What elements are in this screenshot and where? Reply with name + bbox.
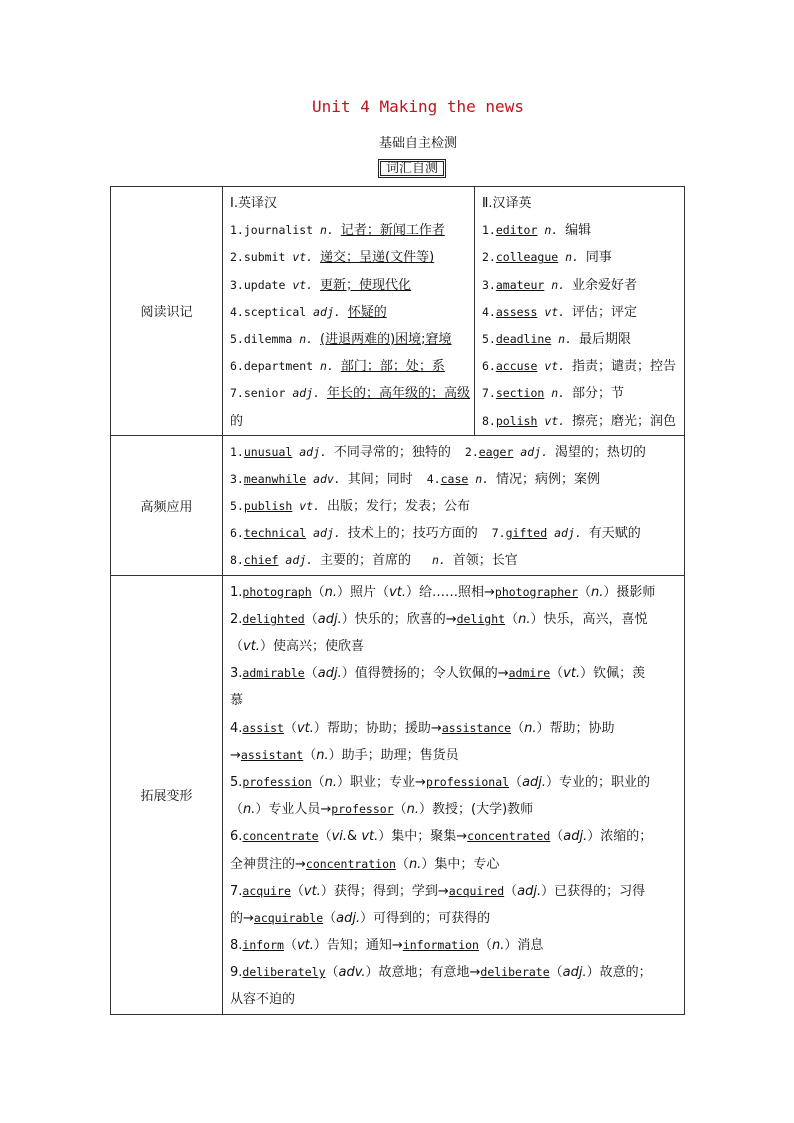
col2-title: Ⅱ.汉译英 <box>482 196 532 211</box>
item-answer: section <box>495 386 545 401</box>
item-meaning: 渴望的；热切的 <box>554 444 646 460</box>
vocab-item <box>230 353 474 380</box>
part-of-speech: adj. <box>563 829 588 845</box>
item-answer: unusual <box>243 444 293 459</box>
item-pos: vt. <box>292 250 321 265</box>
item-pos: adj. <box>278 553 321 568</box>
item-number: 6. <box>482 359 496 374</box>
item-number: 1. <box>230 223 244 238</box>
extension-line: 从容不迫的 <box>230 992 296 1008</box>
part-of-speech: vt. <box>243 639 260 654</box>
vocab-line <box>230 493 678 520</box>
item-pos: n. <box>551 331 579 346</box>
answer-word: professional <box>425 774 510 789</box>
vocab-item <box>230 326 474 353</box>
item-pos: n. <box>537 223 566 238</box>
item-meaning: 编辑 <box>565 223 592 239</box>
part-of-speech: vt. <box>389 584 406 600</box>
vocab-item <box>230 244 474 271</box>
reading-row <box>111 187 685 436</box>
item-pos: adj. <box>306 526 348 541</box>
part-of-speech: n. <box>591 584 604 600</box>
extension-line: 全神贯注的→concentration（n.）集中；专心 <box>230 856 500 872</box>
part-of-speech: vt. <box>296 720 314 736</box>
answer-word: acquired <box>448 883 505 898</box>
answer-word: admirable <box>242 666 305 681</box>
item-meaning: 有天赋的 <box>588 526 641 542</box>
vocab-line <box>230 466 678 493</box>
item-number: 7. <box>482 386 496 401</box>
part-of-speech: vt. <box>361 829 379 845</box>
item-number: 1. <box>482 223 496 238</box>
item-answer: 年长的；高年级的；高级 <box>326 386 470 402</box>
answer-word: acquirable <box>253 910 324 925</box>
item-number: 7. <box>230 386 244 401</box>
frequent-content <box>223 435 685 575</box>
part-of-speech: n. <box>324 774 338 790</box>
item-pos: vt. <box>292 499 327 514</box>
item-number: 4. <box>426 471 441 486</box>
item-pos: n. <box>544 277 573 292</box>
vocab-item <box>482 380 684 407</box>
part-of-speech: n. <box>324 584 338 600</box>
item-answer: 更新；使现代化 <box>320 277 412 293</box>
item-number: 2. <box>464 444 479 459</box>
extension-row <box>111 575 685 1014</box>
part-of-speech: vt. <box>563 666 581 682</box>
item-pos: vt. <box>537 304 573 319</box>
item-answer: colleague <box>495 250 559 265</box>
answer-word: profession <box>242 774 312 789</box>
part-of-speech: vi. <box>331 829 348 845</box>
col1-tail: 的 <box>230 413 244 429</box>
vocab-item <box>230 299 474 326</box>
item-number: 5. <box>230 331 244 346</box>
extension-line: 6.concentrate（vi.& vt.）集中；聚集→concentrated（adj.）浓缩的； <box>230 829 653 845</box>
item-meaning: 出版；发行；发表；公布 <box>326 499 470 515</box>
item-answer: gifted <box>505 526 548 541</box>
cn-to-en-column <box>475 187 684 435</box>
answer-word: information <box>402 938 479 953</box>
item-number: 6. <box>230 526 244 541</box>
extension-line: 5.profession（n.）职业；专业→professional（adj.）专业的；职业的 <box>230 774 651 790</box>
frequent-row <box>111 435 685 575</box>
part-of-speech: adj. <box>517 883 542 899</box>
part-of-speech: adv. <box>338 965 366 981</box>
vocab-item <box>230 217 474 244</box>
item-pos: adj. <box>547 526 589 541</box>
extension-line: 4.assist（vt.）帮助；协助；援助→assistance（n.）帮助；协助 <box>230 720 615 736</box>
part-of-speech: adj. <box>336 910 361 926</box>
item-number: 1. <box>230 444 244 459</box>
item-pos: n. <box>558 250 586 265</box>
answer-word: assistance <box>441 720 512 735</box>
item-number: 2. <box>230 250 244 265</box>
item-answer: assess <box>495 304 538 319</box>
item-pos: n. <box>299 331 321 346</box>
item-number: 3. <box>482 277 496 292</box>
vocab-item <box>482 217 684 244</box>
item-answer: (进退两难的)困境;窘境 <box>320 331 452 347</box>
item-number: 4. <box>482 304 496 319</box>
answer-word: deliberately <box>242 965 326 980</box>
part-of-speech: n. <box>406 802 419 818</box>
part-of-speech: n. <box>243 802 256 818</box>
vocab-item <box>482 244 684 271</box>
item-answer: meanwhile <box>243 471 307 486</box>
item-meaning: 业余爱好者 <box>572 277 638 293</box>
item-meaning: 评估；评定 <box>572 304 638 320</box>
item-answer: chief <box>243 553 279 568</box>
item-number: 2. <box>482 250 496 265</box>
section-subtitle: 基础自主检测 <box>378 136 457 151</box>
vocab-item <box>482 408 684 435</box>
item-meaning: 情况；病例；案例 <box>496 471 601 487</box>
box-label: 词汇自测 <box>378 159 446 178</box>
item-meaning: 主要的；首席的 <box>320 553 412 569</box>
vocab-item <box>230 380 474 407</box>
item-answer: eager <box>478 444 514 459</box>
frequent-label: 高频应用 <box>111 435 223 575</box>
reading-content <box>223 187 685 436</box>
extension-line: 的→acquirable（adj.）可得到的；可获得的 <box>230 910 491 926</box>
part-of-speech: adj. <box>522 774 547 790</box>
item-answer: accuse <box>495 359 538 374</box>
part-of-speech: n. <box>492 938 505 954</box>
answer-word: concentrate <box>242 829 319 844</box>
item-meaning: 擦亮；磨光；润色 <box>572 413 677 429</box>
vocab-item <box>482 272 684 299</box>
en-to-cn-column <box>223 187 475 435</box>
item-meaning: 其间；同时 <box>347 471 413 487</box>
item-answer: 部门；部；处；系 <box>340 359 445 375</box>
vocab-line <box>230 439 678 466</box>
answer-word: assist <box>242 720 284 735</box>
answer-word: delight <box>456 611 506 626</box>
item-answer: publish <box>243 499 293 514</box>
part-of-speech: vt. <box>303 883 321 899</box>
item-pos: adj. <box>292 444 334 459</box>
item-pos: vt. <box>537 413 573 428</box>
item-pos: adv. <box>306 471 348 486</box>
vocab-table <box>110 186 685 1015</box>
extension-content <box>223 575 685 1014</box>
item-number: 8. <box>230 553 244 568</box>
vocab-line <box>230 547 678 574</box>
item-number: 5. <box>482 331 496 346</box>
item-meaning: 指责；谴责；控告 <box>572 359 677 375</box>
item-number: 6. <box>230 359 244 374</box>
item-number: 3. <box>230 277 244 292</box>
part-of-speech: n. <box>408 856 422 872</box>
item-pos: adj. <box>513 444 555 459</box>
item-number: 3. <box>230 471 244 486</box>
item-answer: editor <box>495 223 538 238</box>
extension-line: →assistant（n.）助手；助理；售货员 <box>230 747 459 763</box>
part-of-speech: n. <box>524 720 537 736</box>
item-word: submit <box>243 250 293 265</box>
answer-word: inform <box>242 938 284 953</box>
extension-line: （n.）专业人员→professor（n.）教授；(大学)教师 <box>230 802 534 818</box>
item-word: department <box>243 359 321 374</box>
extension-label: 拓展变形 <box>111 575 223 1014</box>
item-pos: n. <box>544 386 573 401</box>
item-pos: vt. <box>537 359 573 374</box>
vocab-item <box>230 272 474 299</box>
part-of-speech: adj. <box>317 666 342 682</box>
item-word: update <box>243 277 293 292</box>
part-of-speech: vt. <box>296 938 314 954</box>
vocab-item <box>482 326 684 353</box>
answer-word: deliberate <box>480 965 550 980</box>
item-number: 8. <box>482 413 496 428</box>
answer-word: photograph <box>242 584 312 599</box>
col1-title: Ⅰ.英译汉 <box>230 196 277 211</box>
extension-line: （vt.）使高兴；使欣喜 <box>230 639 364 654</box>
item-answer: 递交；呈递(文件等) <box>320 250 435 266</box>
item-meaning: 技术上的；技巧方面的 <box>347 526 478 542</box>
part-of-speech: adj. <box>562 965 587 981</box>
item-meaning: 最后期限 <box>578 331 631 347</box>
extension-line: 7.acquire（vt.）获得；得到；学到→acquired（adj.）已获得的；习得 <box>230 883 646 899</box>
part-of-speech: adj. <box>317 611 342 627</box>
item-answer: 记者；新闻工作者 <box>340 223 445 239</box>
item-pos: n. <box>468 471 496 486</box>
item-pos: vt. <box>292 277 321 292</box>
item-number: 4. <box>230 304 244 319</box>
item-pos: adj. <box>292 386 327 401</box>
item-word: sceptical <box>243 304 314 319</box>
item-word: journalist <box>243 223 321 238</box>
answer-word: concentration <box>305 856 396 871</box>
item-pos: n. <box>320 359 341 374</box>
answer-word: professor <box>331 802 394 817</box>
answer-word: delighted <box>242 611 305 626</box>
item-answer: amateur <box>495 277 545 292</box>
part-of-speech: n. <box>518 611 531 627</box>
answer-word: admire <box>508 666 551 681</box>
extension-line: 3.admirable（adj.）值得赞扬的；令人钦佩的→admire（vt.）钦佩；羡 <box>230 666 646 682</box>
reading-label: 阅读识记 <box>111 187 223 436</box>
vocab-item <box>482 299 684 326</box>
item-answer: polish <box>495 413 538 428</box>
part-of-speech: n. <box>316 747 329 763</box>
item-number: 5. <box>230 499 244 514</box>
extension-line: 2.delighted（adj.）快乐的；欣喜的→delight（n.）快乐，高兴，喜悦 <box>230 611 648 627</box>
answer-word: assistant <box>240 747 304 762</box>
item-answer: technical <box>243 526 307 541</box>
item-meaning: 首领；长官 <box>452 553 518 569</box>
item-answer: case <box>440 471 469 486</box>
item-pos: n. <box>320 223 341 238</box>
item-word: senior <box>243 386 293 401</box>
vocab-item <box>482 353 684 380</box>
extension-line: 慕 <box>230 693 244 709</box>
extension-line: 9.deliberately（adv.）故意地；有意地→deliberate（adj.）故意的； <box>230 965 652 981</box>
page-title: Unit 4 Making the news <box>312 97 524 116</box>
item-number: 7. <box>491 526 506 541</box>
item-meaning: 部分；节 <box>572 386 625 402</box>
item-meaning: 同事 <box>585 250 612 266</box>
item-pos: n. <box>425 553 453 568</box>
item-meaning: 不同寻常的；独特的 <box>333 444 451 460</box>
vocab-line <box>230 520 678 547</box>
item-answer: deadline <box>495 331 552 346</box>
extension-line: 1.photograph（n.）照片（vt.）给……照相→photographer（n.）摄影师 <box>230 584 656 600</box>
item-word: dilemma <box>243 331 300 346</box>
answer-word: photographer <box>494 584 578 599</box>
answer-word: acquire <box>242 883 291 898</box>
answer-word: concentrated <box>467 829 551 844</box>
item-answer: 怀疑的 <box>347 304 387 320</box>
item-pos: adj. <box>313 304 348 319</box>
extension-line: 8.inform（vt.）告知；通知→information（n.）消息 <box>230 938 544 954</box>
